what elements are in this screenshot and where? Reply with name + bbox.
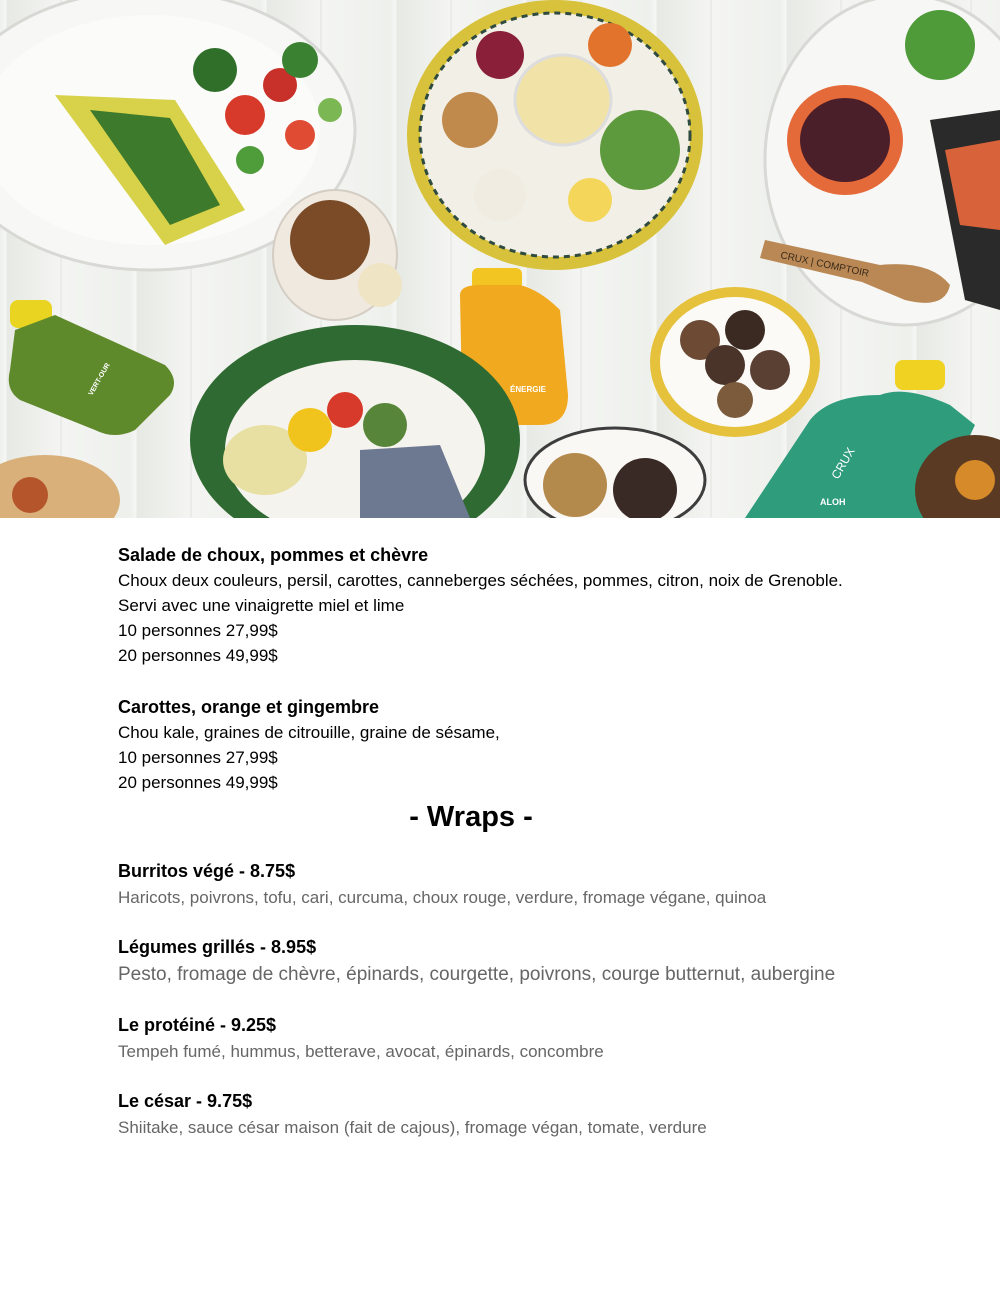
item-title: Salade de choux, pommes et chèvre bbox=[118, 545, 429, 565]
item-description: Shiitake, sauce césar maison (fait de cajous), fromage végan, tomate, verdure bbox=[118, 1118, 707, 1137]
wrap-item bbox=[118, 1087, 938, 1141]
item-description: Tempeh fumé, hummus, betterave, avocat, épinards, concombre bbox=[118, 1042, 604, 1061]
spoon-brand-text: CRUX | COMPTOIR bbox=[779, 250, 870, 280]
hero-food-photo bbox=[0, 0, 1000, 518]
item-description: Servi avec une vinaigrette miel et lime bbox=[118, 596, 405, 615]
crux-bottle-brand: CRUX bbox=[828, 445, 858, 482]
item-price: 20 personnes 49,99$ bbox=[118, 646, 278, 665]
item-title: Le césar - 9.75$ bbox=[118, 1091, 253, 1111]
wrap-item bbox=[118, 933, 938, 989]
item-price: 20 personnes 49,99$ bbox=[118, 773, 278, 792]
item-description: Pesto, fromage de chèvre, épinards, courgette, poivrons, courge butternut, aubergine bbox=[118, 964, 836, 985]
vert-our-label: VERT-OUR bbox=[87, 362, 112, 397]
menu-content bbox=[118, 543, 938, 1163]
item-title: Carottes, orange et gingembre bbox=[118, 697, 380, 717]
wraps-heading: - Wraps - bbox=[409, 801, 533, 833]
item-description: Choux deux couleurs, persil, carottes, canneberges séchées, pommes, citron, noix de Grenoble. bbox=[118, 571, 843, 590]
item-description: Chou kale, graines de citrouille, graine de sésame, bbox=[118, 723, 500, 742]
item-description: Haricots, poivrons, tofu, cari, curcuma, choux rouge, verdure, fromage végane, quinoa bbox=[118, 888, 767, 907]
item-title: Le protéiné - 9.25$ bbox=[118, 1015, 277, 1035]
food-illustration bbox=[0, 0, 1000, 518]
wrap-item bbox=[118, 1011, 938, 1065]
salad-item bbox=[118, 695, 938, 795]
item-title: Légumes grillés - 8.95$ bbox=[118, 937, 317, 957]
item-price: 10 personnes 27,99$ bbox=[118, 621, 278, 640]
aloh-label: ALOH bbox=[820, 497, 846, 507]
item-price: 10 personnes 27,99$ bbox=[118, 748, 278, 767]
item-title: Burritos végé - 8.75$ bbox=[118, 861, 296, 881]
wrap-item bbox=[118, 857, 938, 911]
salad-item bbox=[118, 543, 938, 668]
energie-label: ÉNERGIE bbox=[510, 385, 547, 394]
